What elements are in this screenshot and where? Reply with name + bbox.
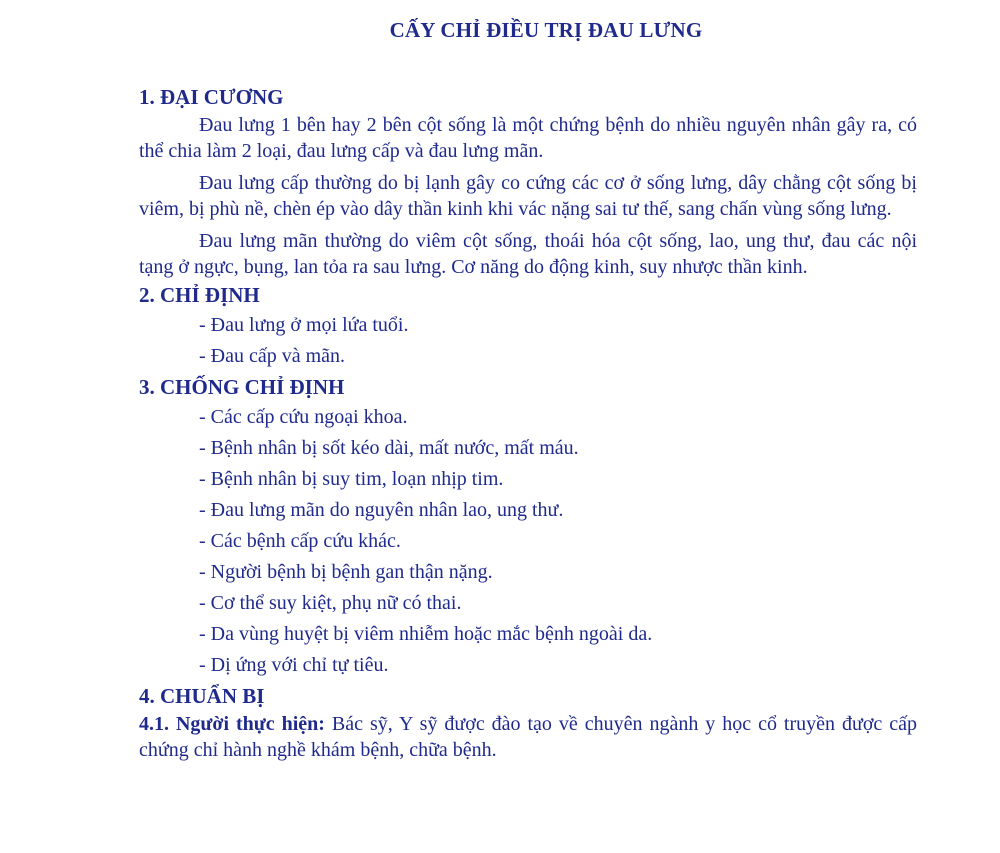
paragraph: Đau lưng 1 bên hay 2 bên cột sống là một chứng bệnh do nhiều nguyên nhân gây ra, có thể chia làm 2 loại, đau lưng cấp và đau lưng mãn. — [139, 114, 917, 162]
section-heading-chuan-bi: 4. CHUẨN BỊ — [139, 684, 265, 708]
section-heading-chi-dinh: 2. CHỈ ĐỊNH — [139, 283, 260, 307]
list-item: - Các cấp cứu ngoại khoa. — [199, 406, 408, 428]
document-body — [139, 82, 917, 763]
list-item: - Dị ứng với chỉ tự tiêu. — [199, 654, 389, 676]
paragraph: Đau lưng mãn thường do viêm cột sống, thoái hóa cột sống, lao, ung thư, đau các nội tạng ở ngực, bụng, lan tỏa ra sau lưng. Cơ năng do động kinh, suy nhược thần kinh. — [139, 230, 917, 278]
subsection-text: Bác sỹ, Y sỹ được đào tạo về chuyên ngành y học cổ truyền được cấp chứng chỉ hành nghề khám bệnh, chữa bệnh. — [139, 713, 918, 761]
list-item: - Đau cấp và mãn. — [199, 345, 346, 367]
document-title: CẤY CHỈ ĐIỀU TRỊ ĐAU LƯNG — [389, 18, 703, 42]
list-item: - Bệnh nhân bị sốt kéo dài, mất nước, mất máu. — [199, 437, 579, 459]
subsection-nguoi-thuc-hien — [139, 711, 917, 763]
list-item: - Da vùng huyệt bị viêm nhiễm hoặc mắc bệnh ngoài da. — [199, 623, 653, 645]
list-item: - Đau lưng ở mọi lứa tuổi. — [199, 314, 409, 336]
section-heading-chong-chi-dinh: 3. CHỐNG CHỈ ĐỊNH — [139, 375, 345, 399]
list-item: - Bệnh nhân bị suy tim, loạn nhịp tim. — [199, 468, 504, 490]
list-item: - Cơ thể suy kiệt, phụ nữ có thai. — [199, 592, 462, 614]
list-item: - Người bệnh bị bệnh gan thận nặng. — [199, 561, 493, 583]
list-item: - Đau lưng mãn do nguyên nhân lao, ung thư. — [199, 499, 564, 521]
paragraph: Đau lưng cấp thường do bị lạnh gây co cứng các cơ ở sống lưng, dây chằng cột sống bị viêm, bị phù nề, chèn ép vào dây thần kinh khi vác nặng sai tư thế, sang chấn vùng sống lưng. — [139, 172, 917, 220]
subsection-label: 4.1. Người thực hiện: — [139, 713, 325, 735]
list-item: - Các bệnh cấp cứu khác. — [199, 530, 401, 552]
section-heading-dai-cuong: 1. ĐẠI CƯƠNG — [139, 85, 284, 109]
